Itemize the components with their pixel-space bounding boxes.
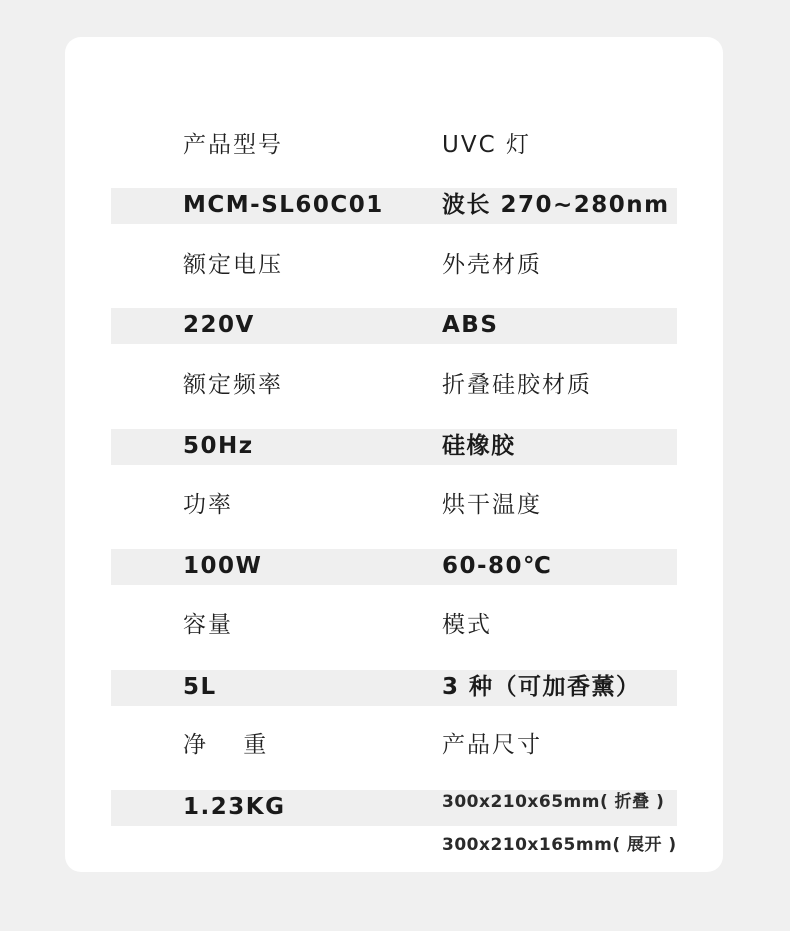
spec-value-right: 硅橡胶	[442, 433, 516, 459]
spec-label-right: UVC 灯	[442, 132, 531, 158]
spec-value-row	[111, 188, 677, 224]
spec-label-left: 额定频率	[183, 372, 283, 398]
spec-label-row	[111, 121, 677, 171]
spec-label-row	[111, 361, 677, 411]
spec-label-row	[111, 481, 677, 531]
spec-label-row	[111, 721, 677, 771]
spec-value-row	[111, 308, 677, 344]
spec-value-right: 300x210x65mm( 折叠 )	[442, 792, 665, 812]
spec-label-right: 外壳材质	[442, 252, 542, 278]
spec-label-right: 折叠硅胶材质	[442, 372, 592, 398]
spec-label-right: 产品尺寸	[442, 732, 542, 758]
spec-value-row	[111, 549, 677, 585]
spec-label-left: 额定电压	[183, 252, 283, 278]
spec-value-right: 波长 270~280nm	[442, 192, 670, 218]
spec-value-right: 3 种（可加香薰）	[442, 674, 641, 700]
spec-value-row	[111, 670, 677, 706]
spec-value-left: 50Hz	[183, 433, 254, 459]
spec-value-left: 5L	[183, 674, 217, 700]
spec-card	[65, 37, 723, 872]
spec-label-row	[111, 241, 677, 291]
spec-value-right: 60-80℃	[442, 553, 553, 579]
spec-value-left: 100W	[183, 553, 263, 579]
spec-label-left: 容量	[183, 612, 233, 638]
spec-label-left: 功率	[183, 492, 233, 518]
spec-value-right: ABS	[442, 312, 499, 338]
spec-label-right: 烘干温度	[442, 492, 542, 518]
spec-value-left: 1.23KG	[183, 794, 286, 820]
spec-value-left: MCM-SL60C01	[183, 192, 384, 218]
spec-label-row	[111, 601, 677, 651]
spec-value-left: 220V	[183, 312, 255, 338]
spec-value-row	[111, 790, 677, 826]
size-unfolded: 300x210x165mm( 展开 )	[442, 835, 677, 855]
spec-value-row	[111, 429, 677, 465]
spec-label-left: 净 重	[183, 732, 269, 758]
spec-label-left: 产品型号	[183, 132, 283, 158]
spec-label-right: 模式	[442, 612, 492, 638]
